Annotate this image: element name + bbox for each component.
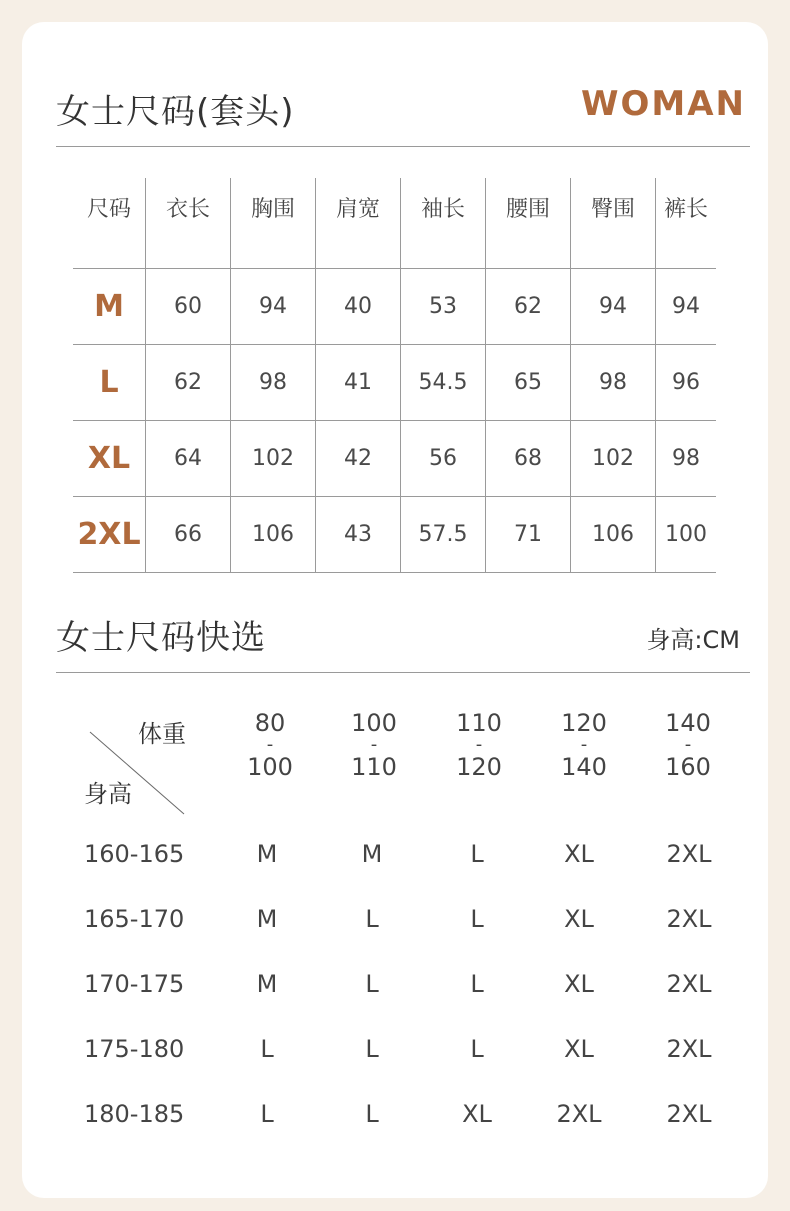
quick-row xyxy=(0,840,790,880)
height-range: 160-165 xyxy=(84,840,185,868)
table-cell: 106 xyxy=(571,497,656,573)
size-label: L xyxy=(73,345,146,421)
table-cell: 56 xyxy=(401,421,486,497)
size-cell: XL xyxy=(564,1035,594,1063)
table-cell: 106 xyxy=(231,497,316,573)
weight-to: 100 xyxy=(247,753,293,781)
weight-from: 110 xyxy=(456,709,502,737)
table-cell: 66 xyxy=(146,497,231,573)
size-label: 2XL xyxy=(73,497,146,573)
header-waist: 腰围 xyxy=(486,178,571,269)
size-cell: M xyxy=(256,905,278,933)
weight-col-header xyxy=(439,710,519,780)
size-cell: L xyxy=(260,1035,274,1063)
section-title-pullover: 女士尺码(套头) xyxy=(56,92,295,132)
size-cell: M xyxy=(256,970,278,998)
quick-row xyxy=(0,1100,790,1140)
table-row xyxy=(73,421,716,497)
header-pants-length: 裤长 xyxy=(656,178,717,269)
table-cell: 65 xyxy=(486,345,571,421)
size-cell: L xyxy=(470,840,484,868)
height-unit-label: 身高:CM xyxy=(646,626,740,654)
size-cell: XL xyxy=(462,1100,492,1128)
size-cell: XL xyxy=(564,970,594,998)
table-cell: 53 xyxy=(401,269,486,345)
size-cell: L xyxy=(470,970,484,998)
size-cell: M xyxy=(361,840,383,868)
height-range: 175-180 xyxy=(84,1035,185,1063)
weight-to: 110 xyxy=(351,753,397,781)
weight-to: 120 xyxy=(456,753,502,781)
quick-row xyxy=(0,970,790,1010)
quick-row xyxy=(0,1035,790,1075)
size-cell: 2XL xyxy=(666,970,712,998)
weight-col-header xyxy=(230,710,310,780)
table-cell: 98 xyxy=(231,345,316,421)
table-cell: 100 xyxy=(656,497,717,573)
table-cell: 41 xyxy=(316,345,401,421)
table-cell: 62 xyxy=(146,345,231,421)
header-bust: 胸围 xyxy=(231,178,316,269)
height-range: 180-185 xyxy=(84,1100,185,1128)
height-range: 165-170 xyxy=(84,905,185,933)
size-cell: L xyxy=(365,905,379,933)
table-cell: 98 xyxy=(656,421,717,497)
size-cell: 2XL xyxy=(666,840,712,868)
header-length: 衣长 xyxy=(146,178,231,269)
size-cell: L xyxy=(260,1100,274,1128)
divider xyxy=(56,146,750,147)
weight-from: 80 xyxy=(254,709,286,737)
table-cell: 71 xyxy=(486,497,571,573)
weight-from: 100 xyxy=(351,709,397,737)
header-hip: 臀围 xyxy=(571,178,656,269)
weight-col-header xyxy=(334,710,414,780)
brand-label: WOMAN xyxy=(580,84,746,124)
table-row xyxy=(73,345,716,421)
table-row xyxy=(73,269,716,345)
size-label: XL xyxy=(73,421,146,497)
size-cell: M xyxy=(256,840,278,868)
size-table xyxy=(73,178,716,573)
section-title-quick-select: 女士尺码快选 xyxy=(56,618,266,658)
weight-from: 140 xyxy=(665,709,711,737)
weight-dash: - xyxy=(266,734,274,755)
table-cell: 62 xyxy=(486,269,571,345)
corner-height-label: 身高 xyxy=(84,780,132,808)
table-row xyxy=(73,497,716,573)
header-size: 尺码 xyxy=(86,197,131,222)
corner-weight-label: 体重 xyxy=(138,720,186,748)
table-cell: 43 xyxy=(316,497,401,573)
table-cell: 60 xyxy=(146,269,231,345)
table-cell: 102 xyxy=(231,421,316,497)
size-cell: L xyxy=(365,970,379,998)
height-range: 170-175 xyxy=(84,970,185,998)
size-cell: XL xyxy=(564,840,594,868)
size-cell: 2XL xyxy=(556,1100,602,1128)
table-cell: 98 xyxy=(571,345,656,421)
table-cell: 54.5 xyxy=(401,345,486,421)
weight-from: 120 xyxy=(561,709,607,737)
weight-col-header xyxy=(648,710,728,780)
weight-col-header xyxy=(544,710,624,780)
size-cell: 2XL xyxy=(666,1100,712,1128)
weight-to: 160 xyxy=(665,753,711,781)
size-cell: 2XL xyxy=(666,1035,712,1063)
table-cell: 94 xyxy=(231,269,316,345)
size-cell: XL xyxy=(564,905,594,933)
table-cell: 94 xyxy=(656,269,717,345)
divider xyxy=(56,672,750,673)
size-cell: 2XL xyxy=(666,905,712,933)
table-cell: 64 xyxy=(146,421,231,497)
weight-dash: - xyxy=(580,734,588,755)
table-cell: 68 xyxy=(486,421,571,497)
size-cell: L xyxy=(365,1035,379,1063)
table-cell: 40 xyxy=(316,269,401,345)
size-cell: L xyxy=(470,905,484,933)
table-cell: 102 xyxy=(571,421,656,497)
header-sleeve: 袖长 xyxy=(401,178,486,269)
weight-dash: - xyxy=(475,734,483,755)
quick-row xyxy=(0,905,790,945)
size-cell: L xyxy=(365,1100,379,1128)
weight-dash: - xyxy=(370,734,378,755)
size-cell: L xyxy=(470,1035,484,1063)
size-label: M xyxy=(73,269,146,345)
header-shoulder: 肩宽 xyxy=(316,178,401,269)
table-cell: 94 xyxy=(571,269,656,345)
table-cell: 96 xyxy=(656,345,717,421)
weight-to: 140 xyxy=(561,753,607,781)
table-cell: 42 xyxy=(316,421,401,497)
table-cell: 57.5 xyxy=(401,497,486,573)
weight-dash: - xyxy=(684,734,692,755)
